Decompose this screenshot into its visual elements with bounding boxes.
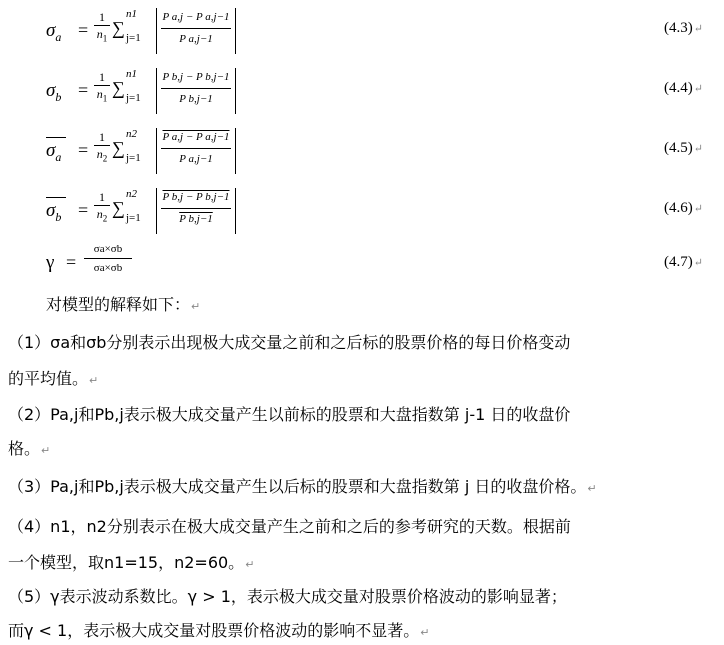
equation-number: (4.6)↵	[664, 200, 703, 216]
equals-sign: =	[78, 200, 89, 220]
intro-text: 对模型的解释如下：↵	[46, 295, 201, 314]
coefficient-fraction: 1 $n_2$	[94, 190, 110, 225]
sum-symbol: ∑	[112, 198, 125, 218]
sum-limits: n1 j=1	[126, 8, 141, 44]
sum-symbol: ∑	[112, 138, 125, 158]
equation-number: (4.3)↵	[664, 20, 703, 36]
item-5-line-2: 而γ < 1，表示极大成交量对股票价格波动的影响不显著。↵	[8, 621, 430, 640]
eq-lhs: $\sigma_a$	[46, 20, 62, 44]
eq-lhs: $\sigma_b$	[46, 200, 61, 222]
equals-sign: =	[78, 80, 89, 100]
equals-sign: =	[66, 252, 77, 272]
equation-4-7	[0, 240, 724, 290]
absolute-value: $\frac{\text{P b,j − P b,j−1}}{\text{P b,j−1}}$	[156, 188, 236, 234]
absolute-value: P a,j − P a,j−1 P a,j−1	[156, 8, 236, 54]
eq-lhs: $\sigma_b$	[46, 80, 62, 104]
equation-number: (4.7)↵	[664, 254, 703, 270]
equation-number: (4.5)↵	[664, 140, 703, 156]
sum-symbol: ∑	[112, 78, 125, 98]
eq-lhs: $\sigma_a$	[46, 140, 61, 162]
item-4-line-2: 一个模型，取n1=15，n2=60。↵	[8, 553, 255, 572]
equation-4-5	[0, 126, 724, 176]
coefficient-fraction: 1 $n_1$	[94, 70, 110, 105]
equals-sign: =	[78, 140, 89, 160]
equation-4-4	[0, 66, 724, 116]
item-1-line-1: （1）σa和σb分别表示出现极大成交量之前和之后标的股票价格的每日价格变动	[8, 333, 571, 352]
absolute-value: P b,j − P b,j−1 P b,j−1	[156, 68, 236, 114]
sum-limits: n2 j=1	[126, 188, 141, 224]
item-3-line-1: （3）Pa,j和Pb,j表示极大成交量产生以后标的股票和大盘指数第 j 日的收盘价格。↵	[8, 477, 597, 496]
coefficient-fraction: 1 $n_2$	[94, 130, 110, 165]
item-1-line-2: 的平均值。↵	[8, 369, 99, 388]
equals-sign: =	[78, 20, 89, 40]
equation-4-6	[0, 186, 724, 236]
item-2-line-2: 格。↵	[8, 439, 51, 458]
item-2-line-1: （2）Pa,j和Pb,j表示极大成交量产生以前标的股票和大盘指数第 j-1 日的收盘价	[8, 405, 571, 424]
sum-limits: n1 j=1	[126, 68, 141, 104]
equation-4-3	[0, 6, 724, 56]
sum-symbol: ∑	[112, 18, 125, 38]
coefficient-fraction: 1 $n_1$	[94, 10, 110, 45]
eq-lhs: γ	[46, 252, 55, 273]
absolute-value: P a,j − P a,j−1 P a,j−1	[156, 128, 236, 174]
gamma-fraction: σa×σb σa×σb	[84, 242, 132, 275]
sum-limits: n2 j=1	[126, 128, 141, 164]
equation-number: (4.4)↵	[664, 80, 703, 96]
item-5-line-1: （5）γ表示波动系数比。γ > 1，表示极大成交量对股票价格波动的影响显著；	[8, 587, 567, 606]
item-4-line-1: （4）n1，n2分别表示在极大成交量产生之前和之后的参考研究的天数。根据前	[8, 517, 571, 536]
